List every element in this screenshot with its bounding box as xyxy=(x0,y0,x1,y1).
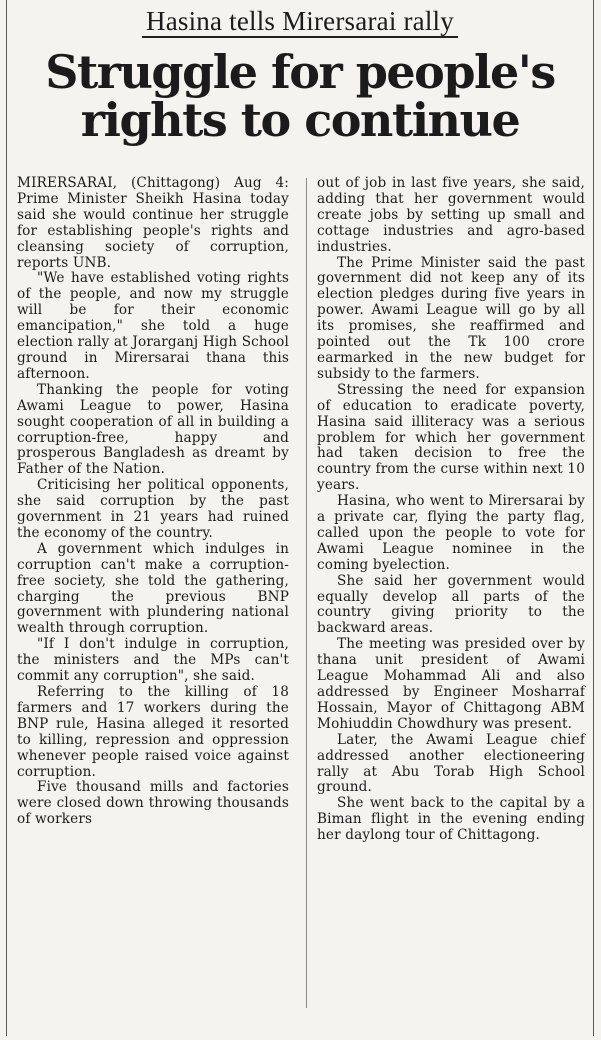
paragraph: She went back to the capital by a Biman flight in the evening ending her daylong tour of Chittagong. xyxy=(317,795,585,844)
paragraph: "If I don't indulge in corruption, the ministers and the MPs can't commit any corruption", she said. xyxy=(17,636,289,685)
column-divider xyxy=(306,178,307,1008)
column-right xyxy=(317,176,585,1036)
paragraph: out of job in last five years, she said, adding that her government would create jobs by setting up small and cottage industries and agro-based industries. xyxy=(317,175,585,255)
kicker-headline xyxy=(7,4,593,38)
paragraph: The meeting was presided over by thana unit president of Awami League Mohammad Ali and also addressed by Engineer Mosharraf Hossain, Mayor of Chittagong ABM Mohiuddin Chowdhury was present. xyxy=(317,636,585,732)
paragraph: Stressing the need for expansion of education to eradicate poverty, Hasina said illiteracy was a serious problem for which her government had taken decision to free the country from the curse within next 10 years. xyxy=(317,381,585,494)
column-left xyxy=(17,176,289,1036)
headline-line-1: Struggle for people's xyxy=(45,45,555,99)
paragraph: Five thousand mills and factories were closed down throwing thousands of workers xyxy=(17,779,289,828)
article-body xyxy=(7,176,594,1036)
newspaper-clipping xyxy=(6,0,594,1036)
paragraph: She said her government would equally develop all parts of the country giving priority to the backward areas. xyxy=(317,572,585,637)
main-headline xyxy=(7,45,593,147)
headline-line-2: rights to continue xyxy=(80,93,520,147)
paragraph: Referring to the killing of 18 farmers and 17 workers during the BNP rule, Hasina alleged it resorted to killing, repression and oppression whenever people raised voice against corruption. xyxy=(17,684,289,780)
paragraph: "We have established voting rights of the people, and now my struggle will be for their economic emancipation," she told a huge election rally at Jorarganj High School ground in Mirersarai thana this afternoon. xyxy=(17,270,289,382)
paragraph: Thanking the people for voting Awami League to power, Hasina sought cooperation of all in building a corruption-free, happy and prosperous Bangladesh as dreamt by Father of the Nation. xyxy=(17,381,289,478)
paragraph: Criticising her political opponents, she said corruption by the past government in 21 years had ruined the economy of the country. xyxy=(17,477,289,541)
paragraph: Later, the Awami League chief addressed another electioneering rally at Abu Torab High School ground. xyxy=(317,731,585,796)
paragraph: MIRERSARAI, (Chittagong) Aug 4: Prime Minister Sheikh Hasina today said she would continue her struggle for establishing people's rights and cleansing society of corruption, reports UNB. xyxy=(17,175,289,271)
paragraph: A government which indulges in corruption can't make a corruption-free society, she told the gathering, charging the previous BNP government with plundering national wealth through corruption. xyxy=(17,540,289,637)
paragraph: Hasina, who went to Mirersarai by a private car, flying the party flag, called upon the people to vote for Awami League nominee in the coming byelection. xyxy=(317,493,585,573)
kicker-text: Hasina tells Mirersarai rally xyxy=(142,6,458,38)
paragraph: The Prime Minister said the past government did not keep any of its election pledges during five years in power. Awami League will go by all its promises, she reaffirmed and pointed out the Tk 100 crore earmarked in the new budget for subsidy to the farmers. xyxy=(317,254,585,382)
